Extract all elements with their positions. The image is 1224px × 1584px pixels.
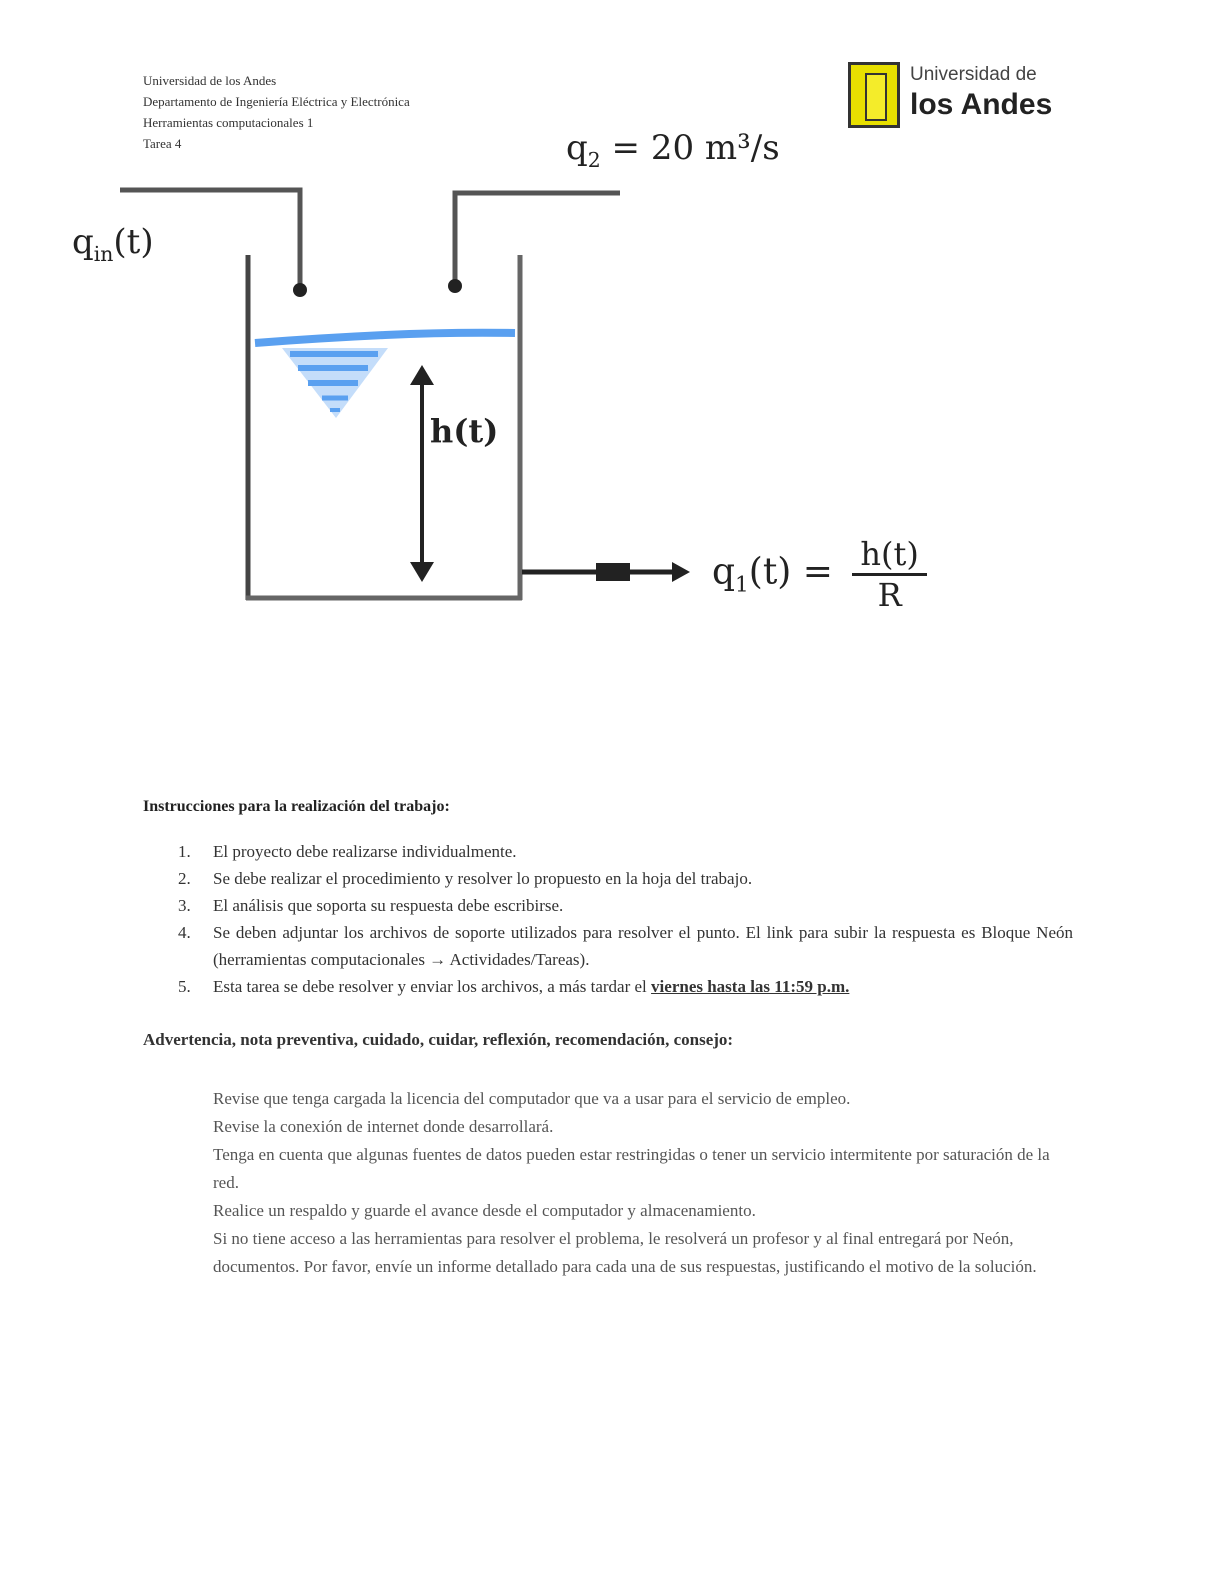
header-line-3: Herramientas computacionales 1 (143, 115, 314, 130)
inflow-argument: (t) (113, 222, 154, 262)
outflow-argument: (t) = (748, 551, 833, 593)
note-paragraph: Revise la conexión de internet donde desarrollará. (213, 1117, 554, 1136)
instructions-list (178, 838, 1073, 1000)
inflow-subscript: in (93, 241, 114, 266)
logo-line-2: los Andes (910, 88, 1053, 121)
water-surface (255, 333, 515, 343)
note-paragraph: Tenga en cuenta que algunas fuentes de datos pueden estar restringidas o tener un servicio intermitente por saturación de la red. (213, 1145, 1050, 1192)
outlet-arrow-icon (672, 562, 690, 582)
q2-subscript: 2 (587, 147, 601, 172)
note-paragraph: Realice un respaldo y guarde el avance desde el computador y almacenamiento. (213, 1201, 756, 1220)
header-line-2: Departamento de Ingeniería Eléctrica y Electrónica (143, 94, 410, 109)
outflow-formula (712, 535, 927, 614)
list-item-number: 5. (178, 977, 191, 996)
list-item-number: 4. (178, 923, 191, 942)
tank-diagram (0, 0, 1224, 650)
inflow-symbol: q (72, 222, 94, 262)
list-item (178, 865, 1073, 892)
list-item (178, 919, 1073, 973)
fraction-denominator: R (877, 576, 902, 614)
list-item (178, 973, 1073, 1000)
height-label: h(t) (430, 412, 499, 450)
list-item-text: Se deben adjuntar los archivos de soporte utilizados para resolver el punto. El link para subir la respuesta es Bloque Neón (herramientas computacionales → Actividades/Tareas). (213, 923, 1073, 969)
instructions-heading: Instrucciones para la realización del trabajo: (143, 798, 450, 815)
height-arrow-down-icon (410, 562, 434, 582)
notes-block (213, 1085, 1068, 1281)
list-item-text: El proyecto debe realizarse individualmente. (213, 842, 517, 861)
inlet-right-arrow-tip (448, 279, 462, 293)
list-item-text: Se debe realizar el procedimiento y resolver lo propuesto en la hoja del trabajo. (213, 869, 753, 888)
list-item (178, 838, 1073, 865)
q2-value: = 20 m³/s (600, 128, 780, 168)
note-paragraph: Revise que tenga cargada la licencia del computador que va a usar para el servicio de empleo. (213, 1089, 851, 1108)
list-item-number: 3. (178, 896, 191, 915)
fraction-numerator: h(t) (852, 535, 926, 576)
deadline-text: viernes hasta las 11:59 p.m. (651, 977, 850, 996)
outflow-fraction (852, 535, 926, 614)
height-arrow-up-icon (410, 365, 434, 385)
list-item-text: El análisis que soporta su respuesta debe escribirse. (213, 896, 564, 915)
inlet-pipe-right (455, 193, 620, 285)
list-item (178, 892, 1073, 919)
list-item-number: 2. (178, 869, 191, 888)
inlet-left-arrow-tip (293, 283, 307, 297)
outlet-valve (596, 563, 630, 581)
header-line-1: Universidad de los Andes (143, 73, 277, 88)
outflow-symbol: q (712, 551, 736, 593)
note-paragraph: Si no tiene acceso a las herramientas para resolver el problema, le resolverá un profesor y al final entregará por Neón, documentos. Por favor, envíe un informe detallado para cada una de sus respuestas, justificando el motivo de la solución. (213, 1229, 1037, 1276)
q2-symbol: q (566, 128, 588, 168)
list-item-text: Esta tarea se debe resolver y enviar los archivos, a más tardar el (213, 977, 652, 996)
inflow-label (72, 222, 154, 266)
logo-line-1: Universidad de (910, 64, 1037, 85)
header-line-4: Tarea 4 (143, 136, 182, 151)
list-item-number: 1. (178, 842, 191, 861)
outflow-subscript: 1 (735, 572, 749, 598)
q2-label (566, 128, 780, 172)
notes-heading: Advertencia, nota preventiva, cuidado, cuidar, reflexión, recomendación, consejo: (143, 1030, 734, 1049)
